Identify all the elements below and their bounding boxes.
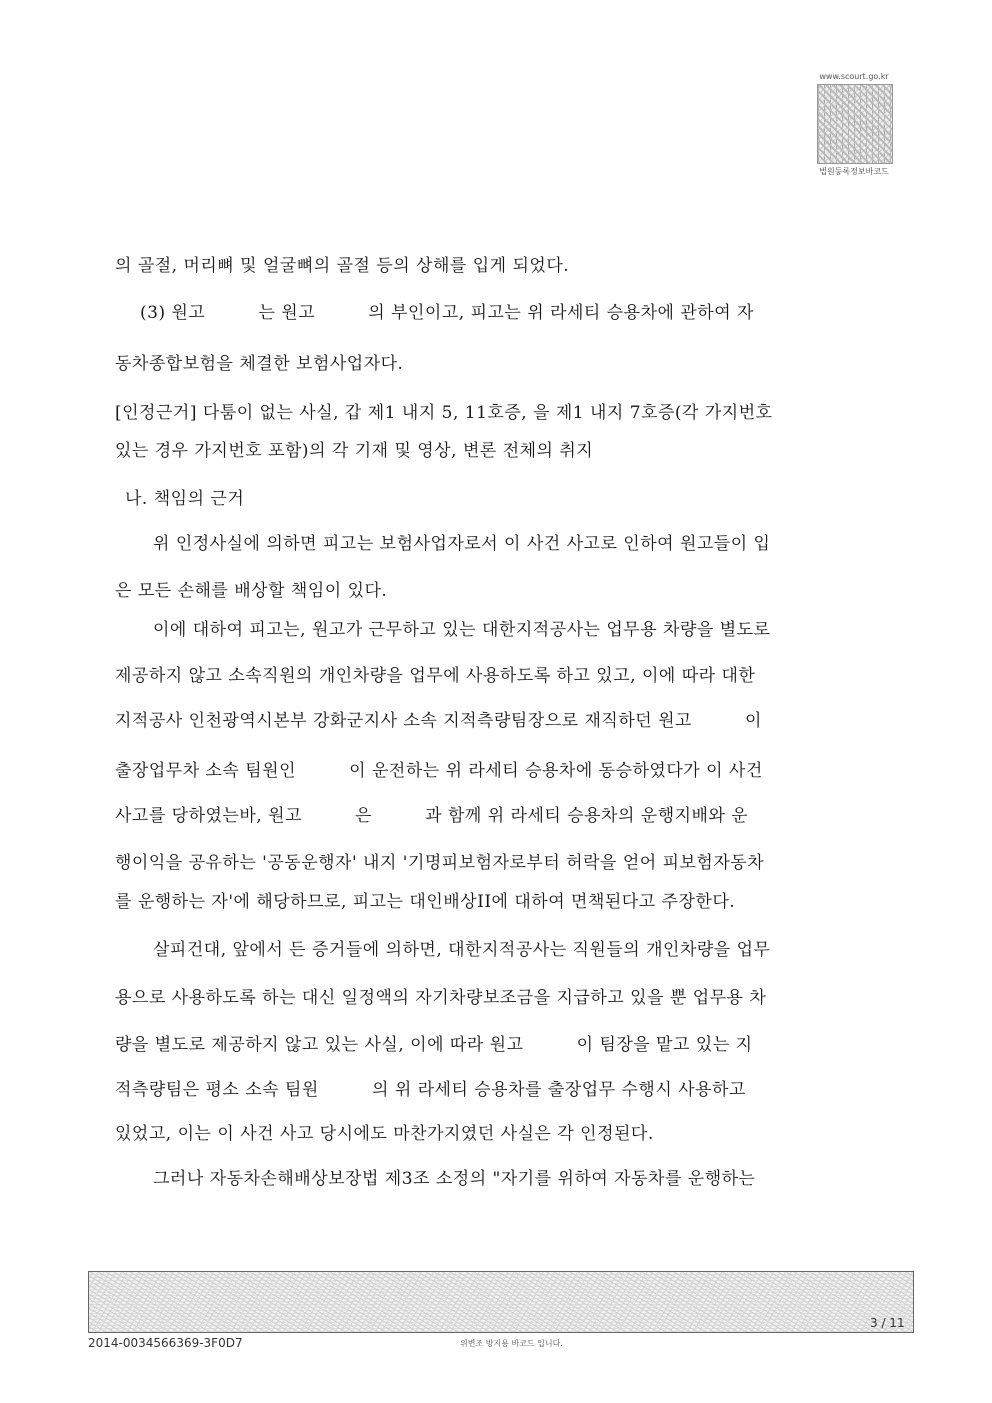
body-line: [인정근거] 다툼이 없는 사실, 갑 제1 내지 5, 11호증, 을 제1 내지 7호증(각 가지번호 [115,403,773,423]
body-line: 살피건대, 앞에서 든 증거들에 의하면, 대한지적공사는 직원들의 개인차량을 업무 [153,940,771,960]
body-line: 제공하지 않고 소속직원의 개인차량을 업무에 사용하도록 하고 있고, 이에 따라 대한 [115,666,756,686]
page-number: 3 / 11 [870,1316,905,1330]
body-line: 있는 경우 가지번호 포함)의 각 기재 및 영상, 변론 전체의 취지 [115,441,594,461]
body-line: 의 골절, 머리뼈 및 얼굴뼈의 골절 등의 상해를 입게 되었다. [115,256,570,276]
body-line: 량을 별도로 제공하지 않고 있는 사실, 이에 따라 원고 이 팀장을 맡고 있는 지 [115,1035,753,1055]
body-line: 사고를 당하였는바, 원고 은 과 함께 위 라세티 승용차의 운행지배와 운 [115,806,749,826]
body-line: 용으로 사용하도록 하는 대신 일정액의 자기차량보조금을 지급하고 있을 뿐 업무용 차 [115,988,767,1008]
body-line: (3) 원고 는 원고 의 부인이고, 피고는 위 라세티 승용차에 관하여 자 [140,303,754,323]
body-line: 있었고, 이는 이 사건 사고 당시에도 마찬가지였던 사실은 각 인정된다. [115,1124,654,1144]
body-line: 그러나 자동차손해배상보장법 제3조 소정의 "자기를 위하여 자동차를 운행하는 [153,1169,756,1189]
section-heading: 나. 책임의 근거 [125,489,245,509]
verification-url: www.scourt.go.kr [819,72,889,81]
barcode-note: 위변조 방지용 바코드 입니다. [460,1339,563,1348]
body-line: 를 운행하는 자'에 해당하므로, 피고는 대인배상II에 대하여 면책된다고 주장한다. [115,892,736,912]
body-line: 위 인정사실에 의하면 피고는 보험사업자로서 이 사건 사고로 인하여 원고들이 입 [153,534,771,554]
anti-forgery-barcode [88,1271,914,1333]
body-line: 은 모든 손해를 배상할 책임이 있다. [115,581,388,601]
qr-code-icon [817,84,893,164]
body-line: 지적공사 인천광역시본부 강화군지사 소속 지적측량팀장으로 재직하던 원고 이 [115,711,762,731]
body-line: 동차종합보험을 체결한 보험사업자다. [115,354,404,374]
document-id: 2014-0034566369-3F0D7 [88,1336,243,1350]
verification-qr-block [815,72,893,184]
verification-caption: 법원등록정보바코드 [819,167,889,176]
body-line: 출장업무차 소속 팀원인 이 운전하는 위 라세티 승용차에 동승하였다가 이 사건 [115,761,763,781]
body-line: 이에 대하여 피고는, 원고가 근무하고 있는 대한지적공사는 업무용 차량을 별도로 [153,620,771,640]
body-line: 행이익을 공유하는 '공동운행자' 내지 '기명피보험자로부터 허락을 얻어 피보험자동차 [115,853,765,873]
body-line: 적측량팀은 평소 소속 팀원 의 위 라세티 승용차를 출장업무 수행시 사용하고 [115,1080,746,1100]
